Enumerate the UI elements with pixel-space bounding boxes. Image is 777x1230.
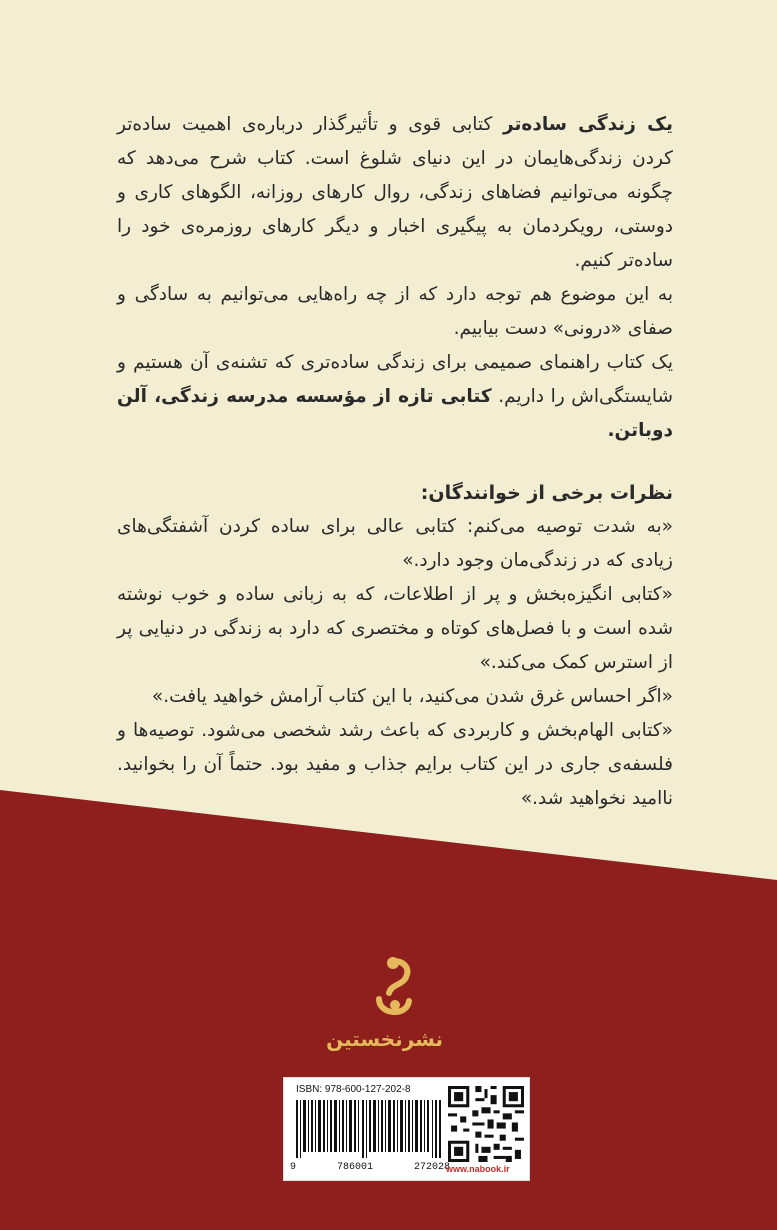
barcode-num-left: 9 <box>290 1162 297 1173</box>
publisher-logo-icon <box>365 955 421 1025</box>
publisher-name: نشرنخستین <box>326 1027 443 1051</box>
barcode-icon <box>296 1100 441 1158</box>
description-paragraph-1 <box>117 108 673 278</box>
description-paragraph-2: به این موضوع هم توجه دارد که از چه راه‌هایی می‌توانیم به سادگی و صفای «درونی» دست بیابیم. <box>117 284 673 339</box>
barcode-num-mid: 786001 <box>336 1162 373 1173</box>
review-item: «به شدت توصیه می‌کنم: کتابی عالی برای ساده کردن آشفتگی‌های زیادی که در زندگی‌مان وجود دارد.» <box>117 516 673 571</box>
barcode-num-right: 272028 <box>413 1162 450 1173</box>
review-item: «اگر احساس غرق شدن می‌کنید، با این کتاب آرامش خواهید یافت.» <box>151 686 673 707</box>
book-title-bold: یک زندگی ساده‌تر <box>502 114 673 135</box>
publisher-url: www.nabook.ir <box>446 1164 510 1174</box>
description-p3-text: یک کتاب راهنمای صمیمی برای زندگی ساده‌تری که تشنه‌ی آن هستیم و شایستگی‌اش را داریم. <box>117 352 673 407</box>
reviews-heading: نظرات برخی از خوانندگان: <box>420 482 673 504</box>
barcode-numbers <box>290 1162 450 1173</box>
isbn-barcode-box <box>283 1077 530 1181</box>
publisher-logo <box>326 955 443 1065</box>
back-cover-text <box>117 108 673 816</box>
description-p1-text: کتابی قوی و تأثیرگذار درباره‌ی اهمیت ساده‌تر کردن زندگی‌هایمان در این دنیای شلوغ است. کتاب شرح می‌دهد که چگونه می‌توانیم فضاهای زندگی، روال کارهای روزانه، الگوهای کاری و دوستی، رویکردمان به پیگیری اخبار و دیگر کارهای روزمره‌ی خود را ساده‌تر کنیم. <box>117 114 673 271</box>
description-paragraph-3 <box>117 346 673 448</box>
isbn-label: ISBN: 978-600-127-202-8 <box>296 1084 411 1095</box>
author-line-bold: کتابی تازه از مؤسسه مدرسه زندگی، آلن دوباتن. <box>117 386 673 441</box>
qr-code-icon <box>448 1086 524 1162</box>
review-item: «کتابی الهام‌بخش و کاربردی که باعث رشد شخصی می‌شود. توصیه‌ها و فلسفه‌ی جاری در این کتاب برایم جذاب و مفید بود. حتماً آن را بخوانید. ناامید نخواهید شد.» <box>117 720 673 809</box>
review-item: «کتابی انگیزه‌بخش و پر از اطلاعات، که به زبانی ساده و خوب نوشته شده است و با فصل‌های کوتاه و مختصری که دارد به زندگی در دنیایی پر از استرس کمک می‌کند.» <box>117 584 673 673</box>
spacer <box>117 448 673 476</box>
